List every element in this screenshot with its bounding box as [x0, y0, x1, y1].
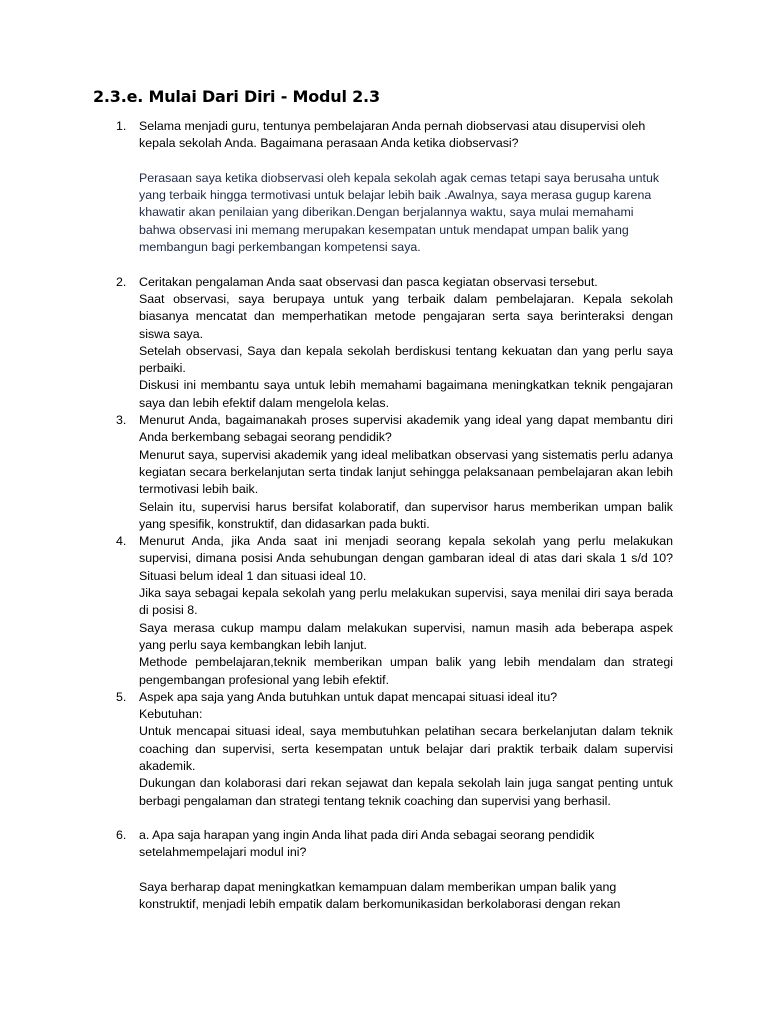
answer-text: Setelah observasi, Saya dan kepala sekolah berdiskusi tentang kekuatan dan yang perlu saya perbaiki.: [139, 343, 673, 376]
item-number: 5.: [116, 689, 127, 704]
question-text: Ceritakan pengalaman Anda saat observasi dan pasca kegiatan observasi tersebut.: [139, 274, 598, 289]
answer-heading: Kebutuhan:: [139, 707, 203, 722]
answer-text: Methode pembelajaran,teknik memberikan umpan balik yang lebih mendalam dan strategi pengembangan profesional yang lebih efektif.: [139, 655, 673, 687]
list-item: [0, 689, 673, 810]
item-number: 1.: [116, 119, 127, 133]
question-text: Aspek apa saja yang Anda butuhkan untuk dapat mencapai situasi ideal itu?: [139, 689, 558, 704]
answer-text: Saya merasa cukup mampu dalam melakukan supervisi, namun masih ada beberapa aspek yang perlu saya kembangkan lebih lanjut.: [139, 620, 673, 652]
answer-text: Menurut saya, supervisi akademik yang ideal melibatkan observasi yang sistematis perlu adanya kegiatan secara berkelanjutan serta tindak lanjut sehingga pelaksanaan pembelajaran akan lebih termotivasi lebih baik.: [139, 447, 673, 497]
answer-text: Perasaan saya ketika diobservasi oleh kepala sekolah agak cemas tetapi saya berusaha untuk yang terbaik hingga termotivasi untuk belajar lebih baik .Awalnya, saya merasa gugup karena khawatir akan penilaian yang diberikan.Dengan berjalannya waktu, saya mulai memahami bahwa observasi ini memang merupakan kesempatan untuk mendapat umpan balik yang membangun bagi perkembangan kompetensi saya.: [139, 170, 660, 255]
list-item: [0, 827, 673, 913]
item-number: 6.: [116, 828, 127, 843]
page-title: 2.3.e. Mulai Dari Diri - Modul 2.3: [93, 87, 380, 106]
answer-text: Selain itu, supervisi harus bersifat kolaboratif, dan supervisor harus memberikan umpan balik yang spesifik, konstruktif, dan didasarkan pada bukti.: [139, 499, 673, 531]
question-text: Selama menjadi guru, tentunya pembelajaran Anda pernah diobservasi atau disupervisi oleh kepala sekolah Anda. Bagaimana perasaan Anda ketika diobservasi?: [139, 119, 646, 151]
answer-text: Jika saya sebagai kepala sekolah yang perlu melakukan supervisi, saya menilai diri saya berada di posisi 8.: [139, 586, 673, 618]
item-number: 4.: [116, 534, 127, 549]
question-list: [0, 118, 768, 914]
list-item: [0, 118, 673, 256]
answer-text: Diskusi ini membantu saya untuk lebih memahami bagaimana meningkatkan teknik pengajaran saya dan lebih efektif dalam mengelola kelas.: [139, 378, 673, 410]
question-text: a. Apa saja harapan yang ingin Anda lihat pada diri Anda sebagai seorang pendidik setelahmempelajari modul ini?: [139, 828, 595, 860]
list-item: [0, 412, 673, 533]
item-number: 2.: [116, 274, 127, 289]
answer-text: Saat observasi, saya berupaya untuk yang terbaik dalam pembelajaran. Kepala sekolah biasanya mencatat dan memperhatikan metode pengajaran serta saya berinteraksi dengan siswa saya.: [139, 291, 673, 341]
answer-text: Dukungan dan kolaborasi dari rekan sejawat dan kepala sekolah lain juga sangat penting untuk berbagi pengalaman dan strategi tentang teknik coaching dan supervisi yang berhasil.: [139, 776, 673, 808]
item-number: 3.: [116, 413, 127, 428]
list-item: [0, 533, 673, 689]
answer-text: Untuk mencapai situasi ideal, saya membutuhkan pelatihan secara berkelanjutan dalam teknik coaching dan supervisi, serta kesempatan untuk belajar dari praktik terbaik dalam supervisi akademik.: [139, 724, 673, 773]
question-text: Menurut Anda, bagaimanakah proses supervisi akademik yang ideal yang dapat membantu diri Anda berkembang sebagai seorang pendidik?: [139, 413, 673, 445]
list-item: [0, 274, 673, 412]
question-text: Menurut Anda, jika Anda saat ini menjadi seorang kepala sekolah yang perlu melakukan supervisi, dimana posisi Anda sehubungan dengan gambaran ideal di atas dari skala 1 s/d 10? Situasi belum ideal 1 dan situasi ideal 10.: [139, 534, 673, 583]
answer-text: Saya berharap dapat meningkatkan kemampuan dalam memberikan umpan balik yang konstruktif, menjadi lebih empatik dalam berkomunikasidan berkolaborasi dengan rekan: [139, 880, 621, 912]
